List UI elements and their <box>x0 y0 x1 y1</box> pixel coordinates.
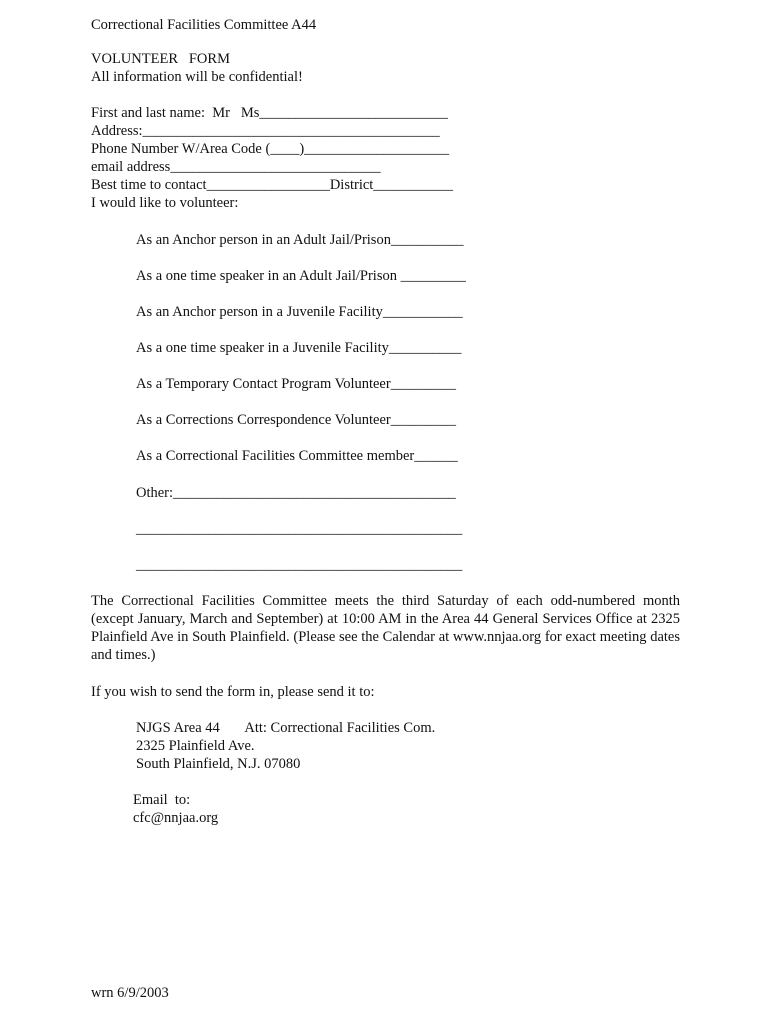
meeting-info-paragraph: The Correctional Facilities Committee meets the third Saturday of each odd-numbered month (except January, March and September) at 10:00 AM in the Area 44 General Services Office at 2325 Plainfield Ave in South Plainfield. (Please see the Calendar at www.nnjaa.org for exact meeting dates and times.) <box>91 593 680 663</box>
option-correspondence[interactable]: As a Corrections Correspondence Volunteer_________ <box>136 412 457 428</box>
email-label: Email to: <box>133 792 191 808</box>
revision-footer: wrn 6/9/2003 <box>91 985 169 1001</box>
address-field[interactable]: Address:_________________________________________ <box>91 123 440 139</box>
name-field[interactable]: First and last name: Mr Ms__________________________ <box>91 105 448 121</box>
committee-header: Correctional Facilities Committee A44 <box>91 17 317 33</box>
mailing-address-line3: South Plainfield, N.J. 07080 <box>136 756 301 772</box>
mailing-address-line1: NJGS Area 44 Att: Correctional Facilities Com. <box>136 720 436 736</box>
blank-line-2[interactable]: _____________________________________________ <box>136 557 463 573</box>
mailing-address-line2: 2325 Plainfield Ave. <box>136 738 255 754</box>
send-intro: If you wish to send the form in, please send it to: <box>91 684 375 700</box>
option-juvenile-anchor[interactable]: As an Anchor person in a Juvenile Facility___________ <box>136 304 463 320</box>
blank-line-1[interactable]: _____________________________________________ <box>136 521 463 537</box>
option-adult-anchor[interactable]: As an Anchor person in an Adult Jail/Prison__________ <box>136 232 464 248</box>
option-other[interactable]: Other:_______________________________________ <box>136 485 456 501</box>
option-temporary-contact[interactable]: As a Temporary Contact Program Volunteer_________ <box>136 376 456 392</box>
volunteer-intro: I would like to volunteer: <box>91 195 239 211</box>
best-time-district-field[interactable]: Best time to contact_________________District___________ <box>91 177 454 193</box>
option-juvenile-speaker[interactable]: As a one time speaker in a Juvenile Facility__________ <box>136 340 462 356</box>
phone-field[interactable]: Phone Number W/Area Code (____)____________________ <box>91 141 450 157</box>
option-committee-member[interactable]: As a Correctional Facilities Committee member______ <box>136 448 458 464</box>
option-adult-speaker[interactable]: As a one time speaker in an Adult Jail/Prison _________ <box>136 268 466 284</box>
confidential-notice: All information will be confidential! <box>91 69 303 85</box>
email-field[interactable]: email address_____________________________ <box>91 159 381 175</box>
form-title: VOLUNTEER FORM <box>91 51 230 67</box>
email-address-link[interactable]: cfc@nnjaa.org <box>133 810 219 826</box>
